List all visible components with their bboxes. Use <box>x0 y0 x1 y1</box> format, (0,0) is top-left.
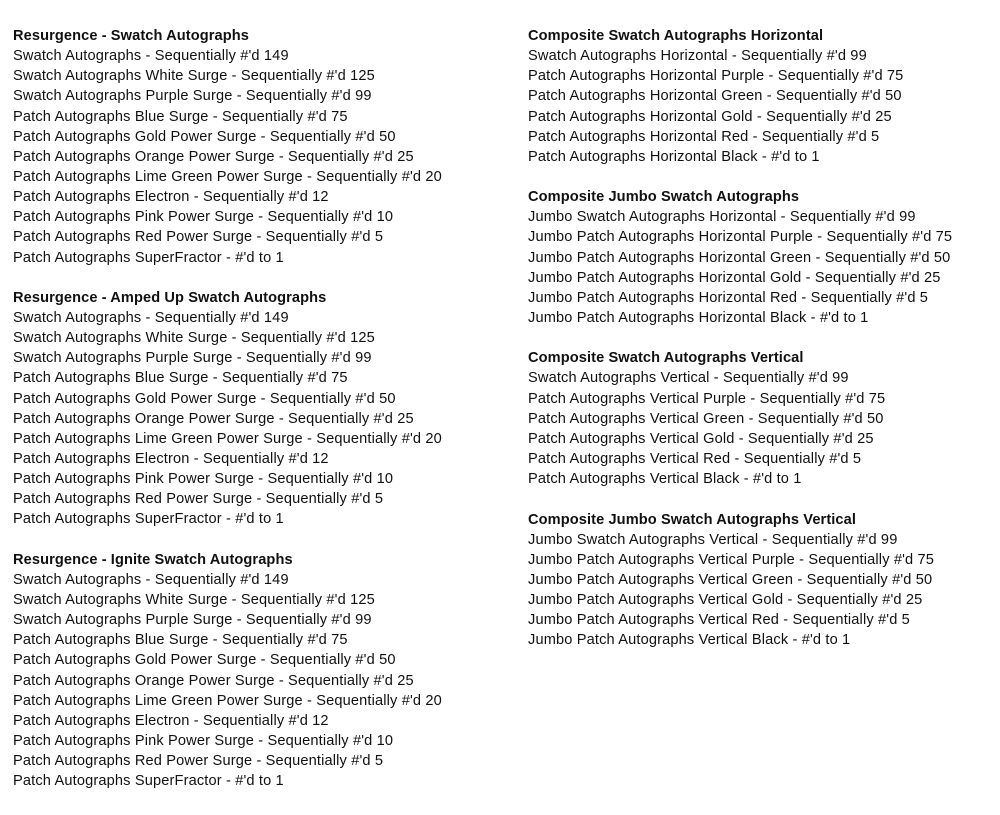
checklist-section <box>13 26 513 268</box>
checklist-item: Patch Autographs Red Power Surge - Sequentially #'d 5 <box>13 753 384 770</box>
checklist-item: Jumbo Patch Autographs Vertical Black - #'d to 1 <box>528 632 851 649</box>
checklist-item: Jumbo Patch Autographs Vertical Gold - Sequentially #'d 25 <box>528 592 923 609</box>
checklist-item: Swatch Autographs - Sequentially #'d 149 <box>13 310 289 327</box>
checklist-item: Patch Autographs Gold Power Surge - Sequentially #'d 50 <box>13 390 396 407</box>
checklist-item: Swatch Autographs Horizontal - Sequentially #'d 99 <box>528 48 867 65</box>
checklist-item: Jumbo Swatch Autographs Horizontal - Sequentially #'d 99 <box>528 209 916 226</box>
checklist-item: Patch Autographs Horizontal Red - Sequentially #'d 5 <box>528 128 880 145</box>
checklist-item: Patch Autographs Blue Surge - Sequentially #'d 75 <box>13 370 348 387</box>
checklist-item: Patch Autographs SuperFractor - #'d to 1 <box>13 773 284 790</box>
checklist-item: Patch Autographs Horizontal Gold - Sequentially #'d 25 <box>528 108 892 125</box>
checklist-item: Swatch Autographs Vertical - Sequentially #'d 99 <box>528 370 849 387</box>
checklist-item: Swatch Autographs - Sequentially #'d 149 <box>13 571 289 588</box>
checklist-item: Patch Autographs Vertical Green - Sequentially #'d 50 <box>528 410 884 427</box>
checklist-item: Patch Autographs Horizontal Black - #'d to 1 <box>528 148 820 165</box>
checklist-item: Jumbo Patch Autographs Horizontal Green - Sequentially #'d 50 <box>528 249 951 266</box>
checklist-item: Patch Autographs Blue Surge - Sequentially #'d 75 <box>13 108 348 125</box>
right-column <box>528 26 998 671</box>
checklist-item: Jumbo Swatch Autographs Vertical - Sequentially #'d 99 <box>528 531 898 548</box>
checklist-item: Patch Autographs Vertical Purple - Sequentially #'d 75 <box>528 390 886 407</box>
checklist-item: Jumbo Patch Autographs Horizontal Red - Sequentially #'d 5 <box>528 289 929 306</box>
checklist-item: Patch Autographs Vertical Gold - Sequentially #'d 25 <box>528 430 874 447</box>
checklist-section <box>13 288 513 530</box>
checklist-item: Jumbo Patch Autographs Horizontal Purple - Sequentially #'d 75 <box>528 229 953 246</box>
checklist-item: Patch Autographs Red Power Surge - Sequentially #'d 5 <box>13 229 384 246</box>
checklist-item: Patch Autographs Lime Green Power Surge - Sequentially #'d 20 <box>13 692 442 709</box>
checklist-item: Swatch Autographs Purple Surge - Sequentially #'d 99 <box>13 612 372 629</box>
checklist-item: Patch Autographs Lime Green Power Surge - Sequentially #'d 20 <box>13 168 442 185</box>
checklist-section <box>528 510 998 651</box>
section-heading: Composite Swatch Autographs Vertical <box>528 350 804 367</box>
checklist-item: Patch Autographs Pink Power Surge - Sequentially #'d 10 <box>13 733 394 750</box>
checklist-item: Patch Autographs Red Power Surge - Sequentially #'d 5 <box>13 491 384 508</box>
left-column <box>13 26 513 812</box>
checklist-item: Swatch Autographs - Sequentially #'d 149 <box>13 48 289 65</box>
checklist-item: Jumbo Patch Autographs Horizontal Black - #'d to 1 <box>528 310 869 327</box>
checklist-item: Patch Autographs Orange Power Surge - Sequentially #'d 25 <box>13 410 414 427</box>
section-heading: Composite Jumbo Swatch Autographs <box>528 189 800 206</box>
checklist-section <box>13 550 513 792</box>
checklist-section <box>528 348 998 489</box>
checklist-item: Swatch Autographs Purple Surge - Sequentially #'d 99 <box>13 88 372 105</box>
checklist-item: Jumbo Patch Autographs Vertical Green - Sequentially #'d 50 <box>528 571 933 588</box>
section-heading: Composite Swatch Autographs Horizontal <box>528 28 824 44</box>
checklist-item: Swatch Autographs Purple Surge - Sequentially #'d 99 <box>13 350 372 367</box>
checklist-item: Patch Autographs Gold Power Surge - Sequentially #'d 50 <box>13 652 396 669</box>
checklist-item: Patch Autographs Blue Surge - Sequentially #'d 75 <box>13 632 348 649</box>
checklist-item: Swatch Autographs White Surge - Sequentially #'d 125 <box>13 68 375 85</box>
checklist-section <box>528 26 998 167</box>
section-heading: Resurgence - Ignite Swatch Autographs <box>13 551 293 568</box>
checklist-item: Patch Autographs Vertical Black - #'d to 1 <box>528 471 802 488</box>
section-heading: Composite Jumbo Swatch Autographs Vertical <box>528 511 857 528</box>
checklist-item: Patch Autographs Horizontal Green - Sequentially #'d 50 <box>528 88 902 105</box>
checklist-item: Swatch Autographs White Surge - Sequentially #'d 125 <box>13 330 375 347</box>
section-heading: Resurgence - Swatch Autographs <box>13 28 250 44</box>
checklist-item: Jumbo Patch Autographs Vertical Red - Sequentially #'d 5 <box>528 612 910 629</box>
checklist-item: Patch Autographs Pink Power Surge - Sequentially #'d 10 <box>13 209 394 226</box>
checklist-item: Patch Autographs Horizontal Purple - Sequentially #'d 75 <box>528 68 904 85</box>
checklist-item: Jumbo Patch Autographs Vertical Purple - Sequentially #'d 75 <box>528 551 935 568</box>
checklist-section <box>528 187 998 328</box>
checklist-item: Patch Autographs Electron - Sequentially #'d 12 <box>13 712 329 729</box>
checklist-item: Patch Autographs Orange Power Surge - Sequentially #'d 25 <box>13 672 414 689</box>
checklist-item: Patch Autographs Gold Power Surge - Sequentially #'d 50 <box>13 128 396 145</box>
checklist-item: Patch Autographs Orange Power Surge - Sequentially #'d 25 <box>13 148 414 165</box>
checklist-item: Patch Autographs Electron - Sequentially #'d 12 <box>13 451 329 467</box>
checklist-item: Patch Autographs Lime Green Power Surge - Sequentially #'d 20 <box>13 430 442 447</box>
section-heading: Resurgence - Amped Up Swatch Autographs <box>13 289 327 306</box>
checklist-item: Patch Autographs SuperFractor - #'d to 1 <box>13 249 284 266</box>
checklist-item: Patch Autographs Pink Power Surge - Sequentially #'d 10 <box>13 471 394 488</box>
checklist-item: Patch Autographs Electron - Sequentially #'d 12 <box>13 189 329 206</box>
checklist-item: Patch Autographs Vertical Red - Sequentially #'d 5 <box>528 451 862 468</box>
checklist-item: Swatch Autographs White Surge - Sequentially #'d 125 <box>13 592 375 609</box>
checklist-item: Jumbo Patch Autographs Horizontal Gold - Sequentially #'d 25 <box>528 269 941 286</box>
checklist-item: Patch Autographs SuperFractor - #'d to 1 <box>13 511 284 528</box>
